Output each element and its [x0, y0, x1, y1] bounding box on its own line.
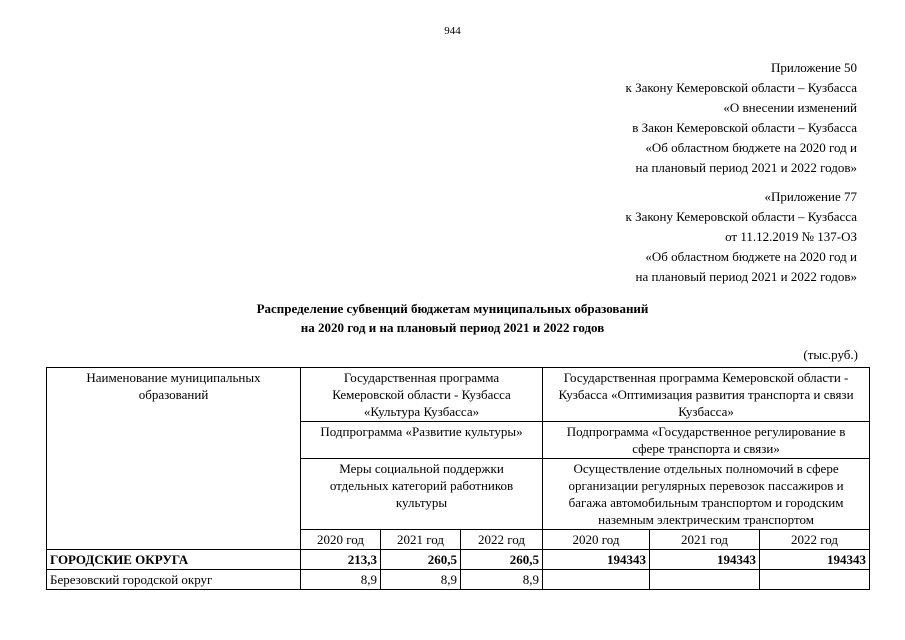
appendix-line: к Закону Кемеровской области – Кузбасса [625, 209, 857, 224]
year-header: 2020 год [301, 530, 381, 550]
row-value: 194343 [543, 550, 650, 570]
table-row [47, 550, 870, 570]
appendix-block-2 [537, 187, 857, 287]
row-value [543, 570, 650, 590]
appendix-line: «Об областном бюджете на 2020 год и [645, 140, 857, 155]
year-header: 2022 год [461, 530, 543, 550]
header-measure-1: Меры социальной поддержки отдельных категорий работников культуры [301, 459, 543, 530]
appendix-line: «Об областном бюджете на 2020 год и [645, 249, 857, 264]
title-line-2: на 2020 год и на плановый период 2021 и 2022 годов [300, 320, 605, 335]
year-header: 2021 год [381, 530, 461, 550]
year-header: 2022 год [760, 530, 870, 550]
row-name: Березовский городской округ [47, 570, 301, 590]
header-subprogram-1: Подпрограмма «Развитие культуры» [301, 422, 543, 459]
header-subprogram-2: Подпрограмма «Государственное регулирование в сфере транспорта и связи» [543, 422, 870, 459]
appendix-line: «О внесении изменений [723, 100, 857, 115]
title-line-1: Распределение субвенций бюджетам муниципальных образований [256, 301, 649, 316]
row-value [650, 570, 760, 590]
row-value: 194343 [650, 550, 760, 570]
appendix-line: «Приложение 77 [764, 189, 857, 204]
header-program-2: Государственная программа Кемеровской области - Кузбасса «Оптимизация развития транспорта и связи Кузбасса» [543, 368, 870, 422]
row-value: 260,5 [461, 550, 543, 570]
header-program-1: Государственная программа Кемеровской области - Кузбасса «Культура Кузбасса» [301, 368, 543, 422]
header-measure-2: Осуществление отдельных полномочий в сфере организации регулярных перевозок пассажиров и багажа автомобильным транспортом и городским наземным электрическим транспортом [543, 459, 870, 530]
row-value: 8,9 [301, 570, 381, 590]
appendix-line: в Закон Кемеровской области – Кузбасса [632, 120, 857, 135]
page-number: 944 [444, 25, 461, 37]
row-name: ГОРОДСКИЕ ОКРУГА [47, 550, 301, 570]
appendix-block-1 [537, 58, 857, 178]
row-value: 8,9 [381, 570, 461, 590]
appendix-line: на плановый период 2021 и 2022 годов» [635, 269, 857, 284]
row-value: 194343 [760, 550, 870, 570]
table-row [47, 570, 870, 590]
row-value [760, 570, 870, 590]
appendix-line: от 11.12.2019 № 137-ОЗ [725, 229, 857, 244]
row-value: 260,5 [381, 550, 461, 570]
row-value: 8,9 [461, 570, 543, 590]
appendix-line: к Закону Кемеровской области – Кузбасса [625, 80, 857, 95]
appendix-line: на плановый период 2021 и 2022 годов» [635, 160, 857, 175]
subventions-table [46, 367, 870, 590]
appendix-line: Приложение 50 [770, 60, 857, 75]
year-header: 2020 год [543, 530, 650, 550]
row-value: 213,3 [301, 550, 381, 570]
units-label: (тыс.руб.) [803, 347, 858, 362]
year-header: 2021 год [650, 530, 760, 550]
header-municipality: Наименование муниципальных образований [47, 368, 301, 550]
document-title [0, 299, 905, 337]
